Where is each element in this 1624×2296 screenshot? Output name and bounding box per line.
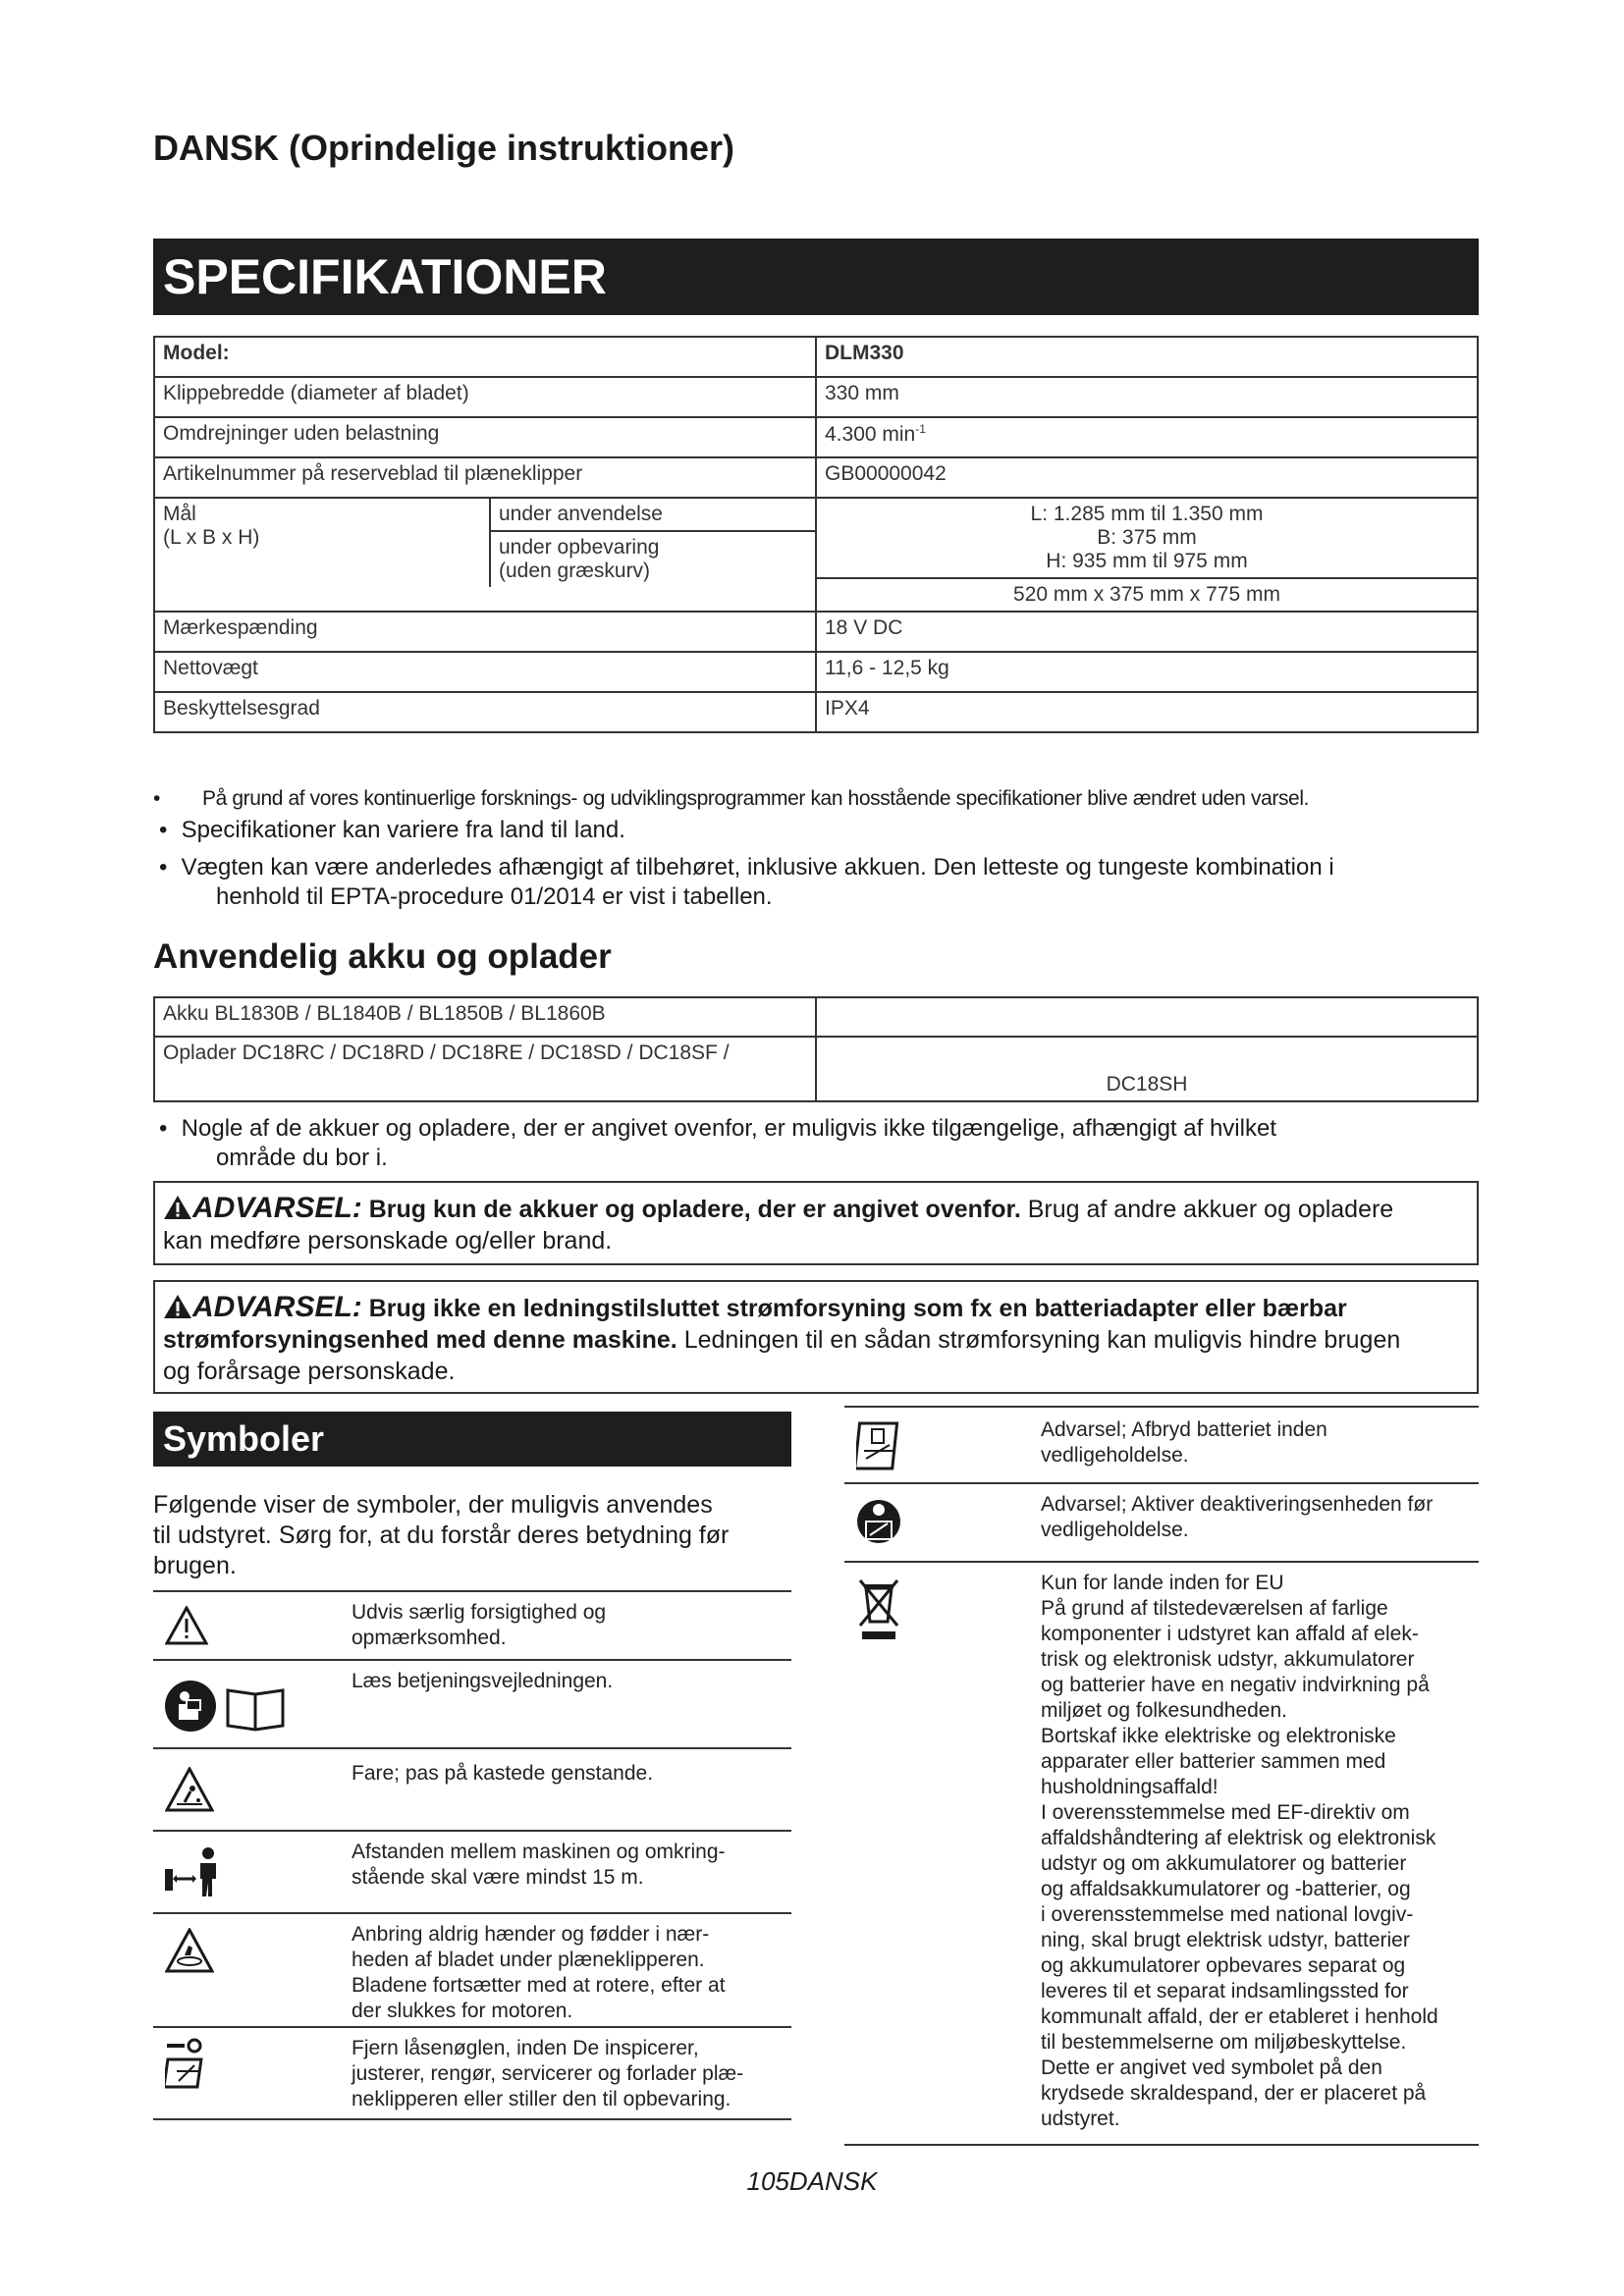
spec-label: Beskyttelsesgrad [154,692,816,732]
battery-label: Akku BL1830B / BL1840B / BL1850B / BL1860B [154,997,816,1037]
spec-row-protection [154,692,1478,732]
dimensions-in-use-value: L: 1.285 mm til 1.350 mm B: 375 mm H: 935 mm til 975 mm [816,498,1478,578]
spec-row-model [154,337,1478,377]
dimensions-label: Mål (L x B x H) [155,499,490,587]
charger-row [154,1037,1478,1101]
symbols-list-right [844,1406,1479,2146]
warning-word: ADVARSEL: [192,1291,362,1323]
symbol-row: Advarsel; Afbryd batteriet inden vedligeholdelse. [844,1408,1479,1484]
read-manual-icon [163,1679,291,1734]
spec-value: DLM330 [816,337,1478,377]
disconnect-battery-icon [856,1419,901,1472]
spec-note-2: • Specifikationer kan variere fra land til land. [159,817,625,843]
spec-note-3: • Vægten kan være anderledes afhængigt af tilbehøret, inklusive akkuen. Den letteste og tungeste kombination i [159,854,1334,881]
spec-label: Klippebredde (diameter af bladet) [154,377,816,417]
spec-note-1: • På grund af vores kontinuerlige forsknings- og udviklingsprogrammer kan hosstående specifikationer blive ændret uden varsel. [153,787,1310,810]
battery-row [154,997,1478,1037]
spec-row-rated-voltage [154,612,1478,652]
dimensions-in-use-label: under anvendelse [490,499,815,531]
page-language-title: DANSK (Oprindelige instruktioner) [153,128,735,168]
battery-charger-heading: Anvendelig akku og oplader [153,937,612,976]
symbol-row: Afstanden mellem maskinen og omkring- stående skal være mindst 15 m. [153,1832,791,1914]
remove-key-icon [165,2038,210,2091]
symbol-row: Læs betjeningsvejledningen. [153,1661,791,1749]
spec-value: 18 V DC [816,612,1478,652]
specifications-heading: SPECIFIKATIONER [153,239,1479,315]
battery-value-cell [816,997,1478,1037]
spec-label: Nettovægt [154,652,816,692]
thrown-objects-icon [165,1767,214,1812]
charger-label: Oplader DC18RC / DC18RD / DC18RE / DC18SD / DC18SF / [154,1037,816,1101]
spec-label: Artikelnummer på reserveblad til plæneklipper [154,457,816,498]
warning-word: ADVARSEL: [192,1192,362,1224]
rotating-blade-hand-icon [165,1928,214,1973]
spec-value: 330 mm [816,377,1478,417]
weee-bin-icon [856,1576,901,1641]
spec-row-net-weight [154,652,1478,692]
warning-triangle-icon [163,1294,192,1319]
battery-charger-table [153,996,1479,1102]
spec-value: 4.300 $\min^{-1}$ [816,417,1478,457]
symbol-row: Fjern låsenøglen, inden De inspicerer, justerer, rengør, servicerer og forlader plæ- neklipperen eller stiller den til opbevaring. [153,2028,791,2120]
spec-label: Mærkespænding [154,612,816,652]
spec-row-cutting-width [154,377,1478,417]
symbols-intro: Følgende viser de symboler, der muligvis anvendes til udstyret. Sørg for, at du forstår deres betydning før brugen. [153,1491,730,1579]
warning-triangle-icon [163,1195,192,1220]
spec-row-no-load-speed [154,417,1478,457]
spec-value: GB00000042 [816,457,1478,498]
dimensions-storage-label: under opbevaring (uden græskurv) [499,536,660,582]
keep-distance-icon [163,1845,226,1898]
dimensions-storage-value: 520 mm x 375 mm x 775 mm [816,578,1478,612]
akku-note-cont: område du bor i. [216,1145,388,1171]
symbol-row: Fare; pas på kastede genstande. [153,1749,791,1832]
symbol-row: Advarsel; Aktiver deaktiveringsenheden før vedligeholdelse. [844,1484,1479,1563]
spec-label: Model: [154,337,816,377]
spec-row-dimensions-in-use [154,498,1478,578]
symbols-list-left [153,1590,791,2120]
deactivation-unit-icon [856,1494,901,1549]
spec-label: Omdrejninger uden belastning [154,417,816,457]
spec-note-3-cont: henhold til EPTA-procedure 01/2014 er vist i tabellen. [216,883,773,910]
warning-box-power-supply: ADVARSEL: Brug ikke en ledningstilsluttet strømforsyning som fx en batteriadapter eller bærbar strømforsyningsenhed med denne maskine. Ledningen til en sådan strømforsyning kan muligvis hindre brugen og forårsage personskade. [153,1280,1479,1394]
specifications-table [153,336,1479,733]
symbol-row: Kun for lande inden for EU På grund af tilstedeværelsen af farlige komponenter i udstyret kan affald af elek- trisk og elektronisk udstyr, akkumulatorer og batterier have en negativ indvirkning på miljøet og folkesundheden. Bortskaf ikke elektriske og elektroniske apparater eller batterier sammen med husholdningsaffald! I overensstemmelse med EF-direktiv om affaldshåndtering af elektrisk og elektronisk udstyr og om akkumulatorer og batterier og affaldsakkumulatorer og -batterier, og i overensstemmelse med national lovgiv- ning, skal brugt elektrisk udstyr, batterier og akkumulatorer opbevares separat og leveres til et separat indsamlingssted for kommunalt affald, der er etableret i henhold til bestemmelserne om miljøbeskyttelse. Dette er angivet ved symbolet på den krydsede skraldespand, der er placeret på udstyret. [844,1563,1479,2146]
akku-note: • Nogle af de akkuer og opladere, der er angivet ovenfor, er muligvis ikke tilgængelige, afhængigt af hvilket [159,1115,1276,1142]
spec-value: IPX4 [816,692,1478,732]
symbols-heading: Symboler [153,1412,791,1467]
warning-triangle-icon [165,1606,208,1645]
symbol-row: Anbring aldrig hænder og fødder i nær- heden af bladet under plæneklipperen. Bladene fortsætter med at rotere, efter at der slukkes for motoren. [153,1914,791,2028]
spec-value: 11,6 - 12,5 kg [816,652,1478,692]
charger-value: DC18SH [816,1037,1478,1101]
symbol-row: Udvis særlig forsigtighed og opmærksomhed. [153,1592,791,1661]
warning-box-batteries: ADVARSEL: Brug kun de akkuer og opladere, der er angivet ovenfor. Brug af andre akkuer og opladere kan medføre personskade og/eller brand. [153,1181,1479,1265]
page-footer: 105DANSK [746,2166,878,2196]
spec-row-blade-part-number [154,457,1478,498]
